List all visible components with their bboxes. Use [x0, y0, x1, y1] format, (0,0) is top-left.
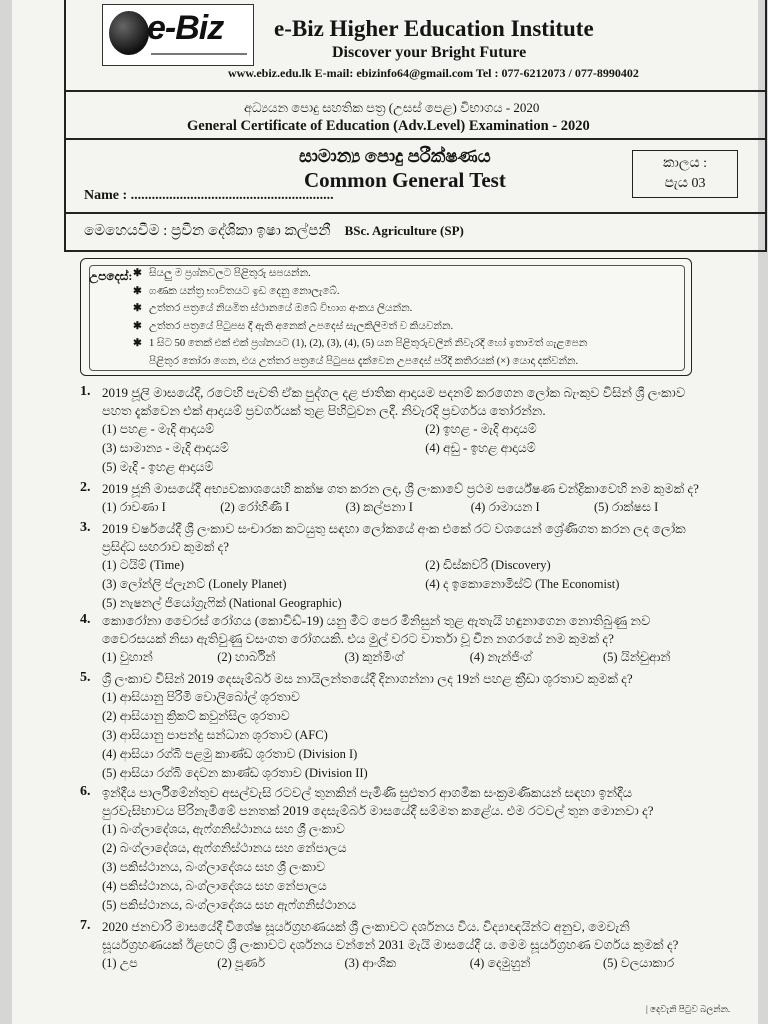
- option: (2) ඩිස්කවරි (Discovery): [425, 558, 551, 572]
- logo-swirl-icon: [109, 11, 149, 55]
- option: (5) ආසියා රග්බි දෙවන කාණ්ඩ ශූරතාව (Division II): [102, 766, 368, 780]
- asterisk-icon: ✱: [133, 268, 142, 279]
- option: (1) රාවණා I: [102, 500, 166, 514]
- option: (5) යින්චුආන්: [603, 650, 671, 664]
- option: (2) ආසියානු ක්‍රිකට් කවුන්සිල ශූරතාව: [102, 709, 290, 723]
- option: (4) දෙමුහුන්: [469, 956, 531, 970]
- option: (5) පකිස්ථානය, බංග්ලාදේශය සහ ඇෆ්ගනිස්ථානය: [102, 898, 357, 912]
- option: (1) ආසියානු පිරිමි වොලිබෝල් ශූරතාව: [102, 690, 300, 704]
- instruction-item: ✱ ගණක යන්ත්‍ර භාවිතයට ඉඩ දෙනු නොලැබේ.: [133, 283, 683, 301]
- instructions-box: [80, 258, 692, 376]
- question-number: 2.: [80, 480, 91, 495]
- teacher-qualification: BSc. Agriculture (SP): [344, 223, 464, 238]
- instructions-label: උපදෙස්:: [89, 269, 133, 283]
- option: (3) කල්පනා I: [345, 500, 413, 514]
- option: (4) රාමායන I: [470, 500, 540, 514]
- logo-underline: [151, 53, 247, 55]
- exam-page: [12, 0, 758, 1024]
- contact-line: www.ebiz.edu.lk E-mail: ebizinfo64@gmail.com Tel : 077-6212073 / 077-8990402: [228, 66, 639, 80]
- question-6: [80, 784, 730, 915]
- question-3: [80, 520, 730, 613]
- question-text: ඉන්දීය පාර්ලිමේන්තුව අසල්වැසි රටවල් තුනකින් පැමිණි සුළුතර ආගමික සංක්‍රමණිකයන් සඳහා ඉන්දීය පුරවැසිභාවය පිරිනැමීමේ පනතක් 2019 දෙසැම්බර් මාසයේදී සම්මත කළේය. එම රටවල් තුන මොනවා ද?: [102, 785, 654, 818]
- option: (2) පූර්ණ: [217, 956, 266, 970]
- option: (1) පහළ - මැදි ආදායම්: [102, 422, 215, 436]
- option: (1) උප: [102, 956, 138, 970]
- options: [102, 420, 730, 477]
- question-number: 1.: [80, 384, 91, 399]
- option: (1) බංග්ලාදේශය, ඇෆ්ගනිස්ථානය සහ ශ්‍රී ලංකාව: [102, 822, 345, 836]
- option: (2) ඉහළ - මැදි ආදායම්: [425, 422, 537, 436]
- exam-title-si: අධ්‍යයන පොදු සහතික පත්‍ර (උසස් පෙළ) විභාගය - 2020: [244, 100, 540, 115]
- asterisk-icon: ✱: [133, 338, 142, 349]
- question-4: [80, 612, 730, 667]
- question-text: 2019 ජූනි මාසයේදී අභ්‍යවකාශයෙහි කක්ෂ ගත කරන ලද, ශ්‍රී ලංකාවේ ප්‍රථම පර්යේෂණ චන්ද්‍රිකාවෙහි නම කුමක් ද?: [102, 481, 699, 496]
- option: (2) රෝහිණී I: [220, 500, 290, 514]
- instruction-continuation: පිළිතුර තෝරා ගෙන, එය උත්තර පත්‍රයේ පිටුපස දැක්වෙන උපදෙස් පරිදි කතිරයක් (×) යොදා දක්වන්න.: [149, 355, 579, 367]
- question-number: 5.: [80, 670, 91, 685]
- option: (5) වලයාකාර: [603, 956, 675, 970]
- tagline: Discover your Bright Future: [332, 44, 527, 61]
- ebiz-logo: [102, 4, 254, 66]
- asterisk-icon: ✱: [133, 303, 142, 314]
- option: (3) පකිස්ථානය, බංග්ලාදේශය සහ ශ්‍රී ලංකාව: [102, 860, 326, 874]
- question-number: 6.: [80, 784, 91, 799]
- question-text: කොරෝනා වෛරස් රෝගය (කොවිඩ්-19) යනු මීට පෙර මිනිසුන් තුළ ඇතැයි හඳුනාගෙන නොතිබුණු නව වෛරසයක් නිසා ඇතිවුණු වසංගත රෝගයකි. එය මුල් වරට වාර්තා වූ චීන නගරයේ නම කුමක් ද?: [102, 613, 651, 646]
- instruction-item: ✱ උත්තර පත්‍රයේ නියමිත ස්ථානයේ ඔබේ විභාග අංකය ලියන්න.: [133, 300, 683, 318]
- options: [102, 498, 730, 517]
- teacher-name: මෙහෙයවීම : ප්‍රවීන දේශිකා ඉෂා කල්පනී: [84, 223, 331, 239]
- options: [102, 820, 730, 915]
- option: (3) සාමාන්‍ය - මැදි ආදායම්: [102, 441, 229, 455]
- name-field-label: Name : ..........................................................: [84, 188, 334, 203]
- option: (4) අඩු - ඉහළ ආදායම්: [425, 441, 536, 455]
- instruction-item: ✱ සියලු ම ප්‍රශ්නවලට පිළිතුරු සපයන්න.: [133, 265, 683, 283]
- question-text: 2019 ජූලි මාසයේදී, රටෙහි පැවති ඒක පුද්ගල දළ ජාතික ආදායම පදනම් කරගෙන ලෝක බැංකුව විසින් ශ්‍රී ලංකාව පහත දැක්වෙන එක් ආදායම් ප්‍රවර්ගයක් තුළ පිහිටුවන ලදී. නිවැරදි ප්‍රවර්ගය තෝරන්න.: [102, 385, 686, 418]
- option: (5) නැෂනල් ජියෝග්‍රැෆික් (National Geographic): [102, 596, 342, 610]
- teacher-line: [84, 222, 464, 240]
- option: (4) ද ඉකොනොමිස්ට් (The Economist): [425, 577, 620, 591]
- divider: [64, 138, 767, 140]
- options: [102, 556, 730, 613]
- test-title-si: සාමාන්‍ය පොදු පරීක්ෂණය: [299, 146, 491, 166]
- option: (2) හාර්බින්: [217, 650, 276, 664]
- instruction-item: ✱ උත්තර පත්‍රයේ පිටුපස දී ඇති අනෙක් උපදෙස් සැලකිලිමත් ව කියවන්න.: [133, 318, 683, 336]
- question-5: [80, 670, 730, 783]
- option: (2) බංග්ලාදේශය, ඇෆ්ගනිස්ථානය සහ නේපාලය: [102, 841, 347, 855]
- question-2: [80, 480, 730, 517]
- options: [102, 688, 730, 783]
- exam-title-en: General Certificate of Education (Adv.Level) Examination - 2020: [187, 118, 590, 134]
- question-number: 7.: [80, 918, 91, 933]
- next-page-note: | දෙවැනි පිටුව බලන්න.: [646, 1004, 731, 1014]
- time-label: කාලය :: [662, 156, 708, 171]
- option: (1) වුහාන්: [102, 650, 153, 664]
- asterisk-icon: ✱: [133, 285, 142, 297]
- option: (4) පකිස්ථානය, බංග්ලාදේශය සහ නේපාලය: [102, 879, 327, 893]
- option: (3) ආසියානු පාපන්දු සන්ධාන ශූරතාව (AFC): [102, 728, 328, 742]
- question-text: 2020 ජනවාරි මාසයේදී විශේෂ සූර්යග්‍රහණයක් ශ්‍රී ලංකාවට දර්ශනය විය. විද්‍යාඥයින්ට අනුව, මෙවැනි සූර්යග්‍රහණයක් ඊළඟට ශ්‍රී ලංකාවට දර්ශනය වන්නේ 2031 මැයි මාසයේදී ය. මෙම සූර්යග්‍රහණ වර්ගය කුමක් ද?: [102, 919, 679, 952]
- question-1: [80, 384, 730, 477]
- divider: [64, 90, 767, 92]
- asterisk-icon: ✱: [133, 320, 142, 332]
- divider: [64, 212, 767, 214]
- option: (4) නැන්ජිංග්: [469, 650, 532, 664]
- test-title-en: Common General Test: [304, 168, 506, 192]
- institute-name: e-Biz Higher Education Institute: [274, 16, 594, 41]
- question-text: ශ්‍රී ලංකාව විසින් 2019 දෙසැම්බර් මස නායිලන්තයේදී දිනාගන්නා ලද 19න් පහළ ක්‍රීඩා ශූරතාව කුමක් ද?: [102, 671, 633, 686]
- option: (3) ලෝන්ලි ප්ලැනට් (Lonely Planet): [102, 577, 287, 591]
- option: (5) මැදි - ඉහළ ආදායම්: [102, 460, 214, 474]
- time-box: [632, 150, 738, 198]
- question-text: 2019 වර්ෂයේදී ශ්‍රී ලංකාව සංචාරක කටයුතු සඳහා ලෝකයේ අංක එකේ රට වශයෙන් ශ්‍රේණිගත කරන ලද ලෝක ප්‍රසිද්ධ සඟරාව කුමක් ද?: [102, 521, 686, 554]
- instruction-item: ✱ 1 සිට 50 තෙක් එක් එක් ප්‍රශ්නයට (1), (2), (3), (4), (5) යන පිළිතුරුවලින් නිවැරදි හෝ ඉතාමත් ගැළපෙන: [133, 335, 683, 353]
- time-value: පැය 03: [664, 176, 706, 191]
- question-number: 4.: [80, 612, 91, 627]
- question-7: [80, 918, 730, 973]
- options: [102, 954, 730, 973]
- option: (4) ආසියා රග්බි පළමු කාණ්ඩ ශූරතාව (Division I): [102, 747, 358, 761]
- option: (3) කුන්මිංග්: [344, 650, 404, 664]
- option: (1) ටයිම් (Time): [102, 558, 185, 572]
- question-number: 3.: [80, 520, 91, 535]
- options: [102, 648, 730, 667]
- option: (5) රාක්ෂස I: [594, 500, 659, 514]
- instructions-list: [133, 265, 683, 370]
- logo-text: e-Biz: [147, 9, 224, 47]
- option: (3) ආංශික: [344, 956, 396, 970]
